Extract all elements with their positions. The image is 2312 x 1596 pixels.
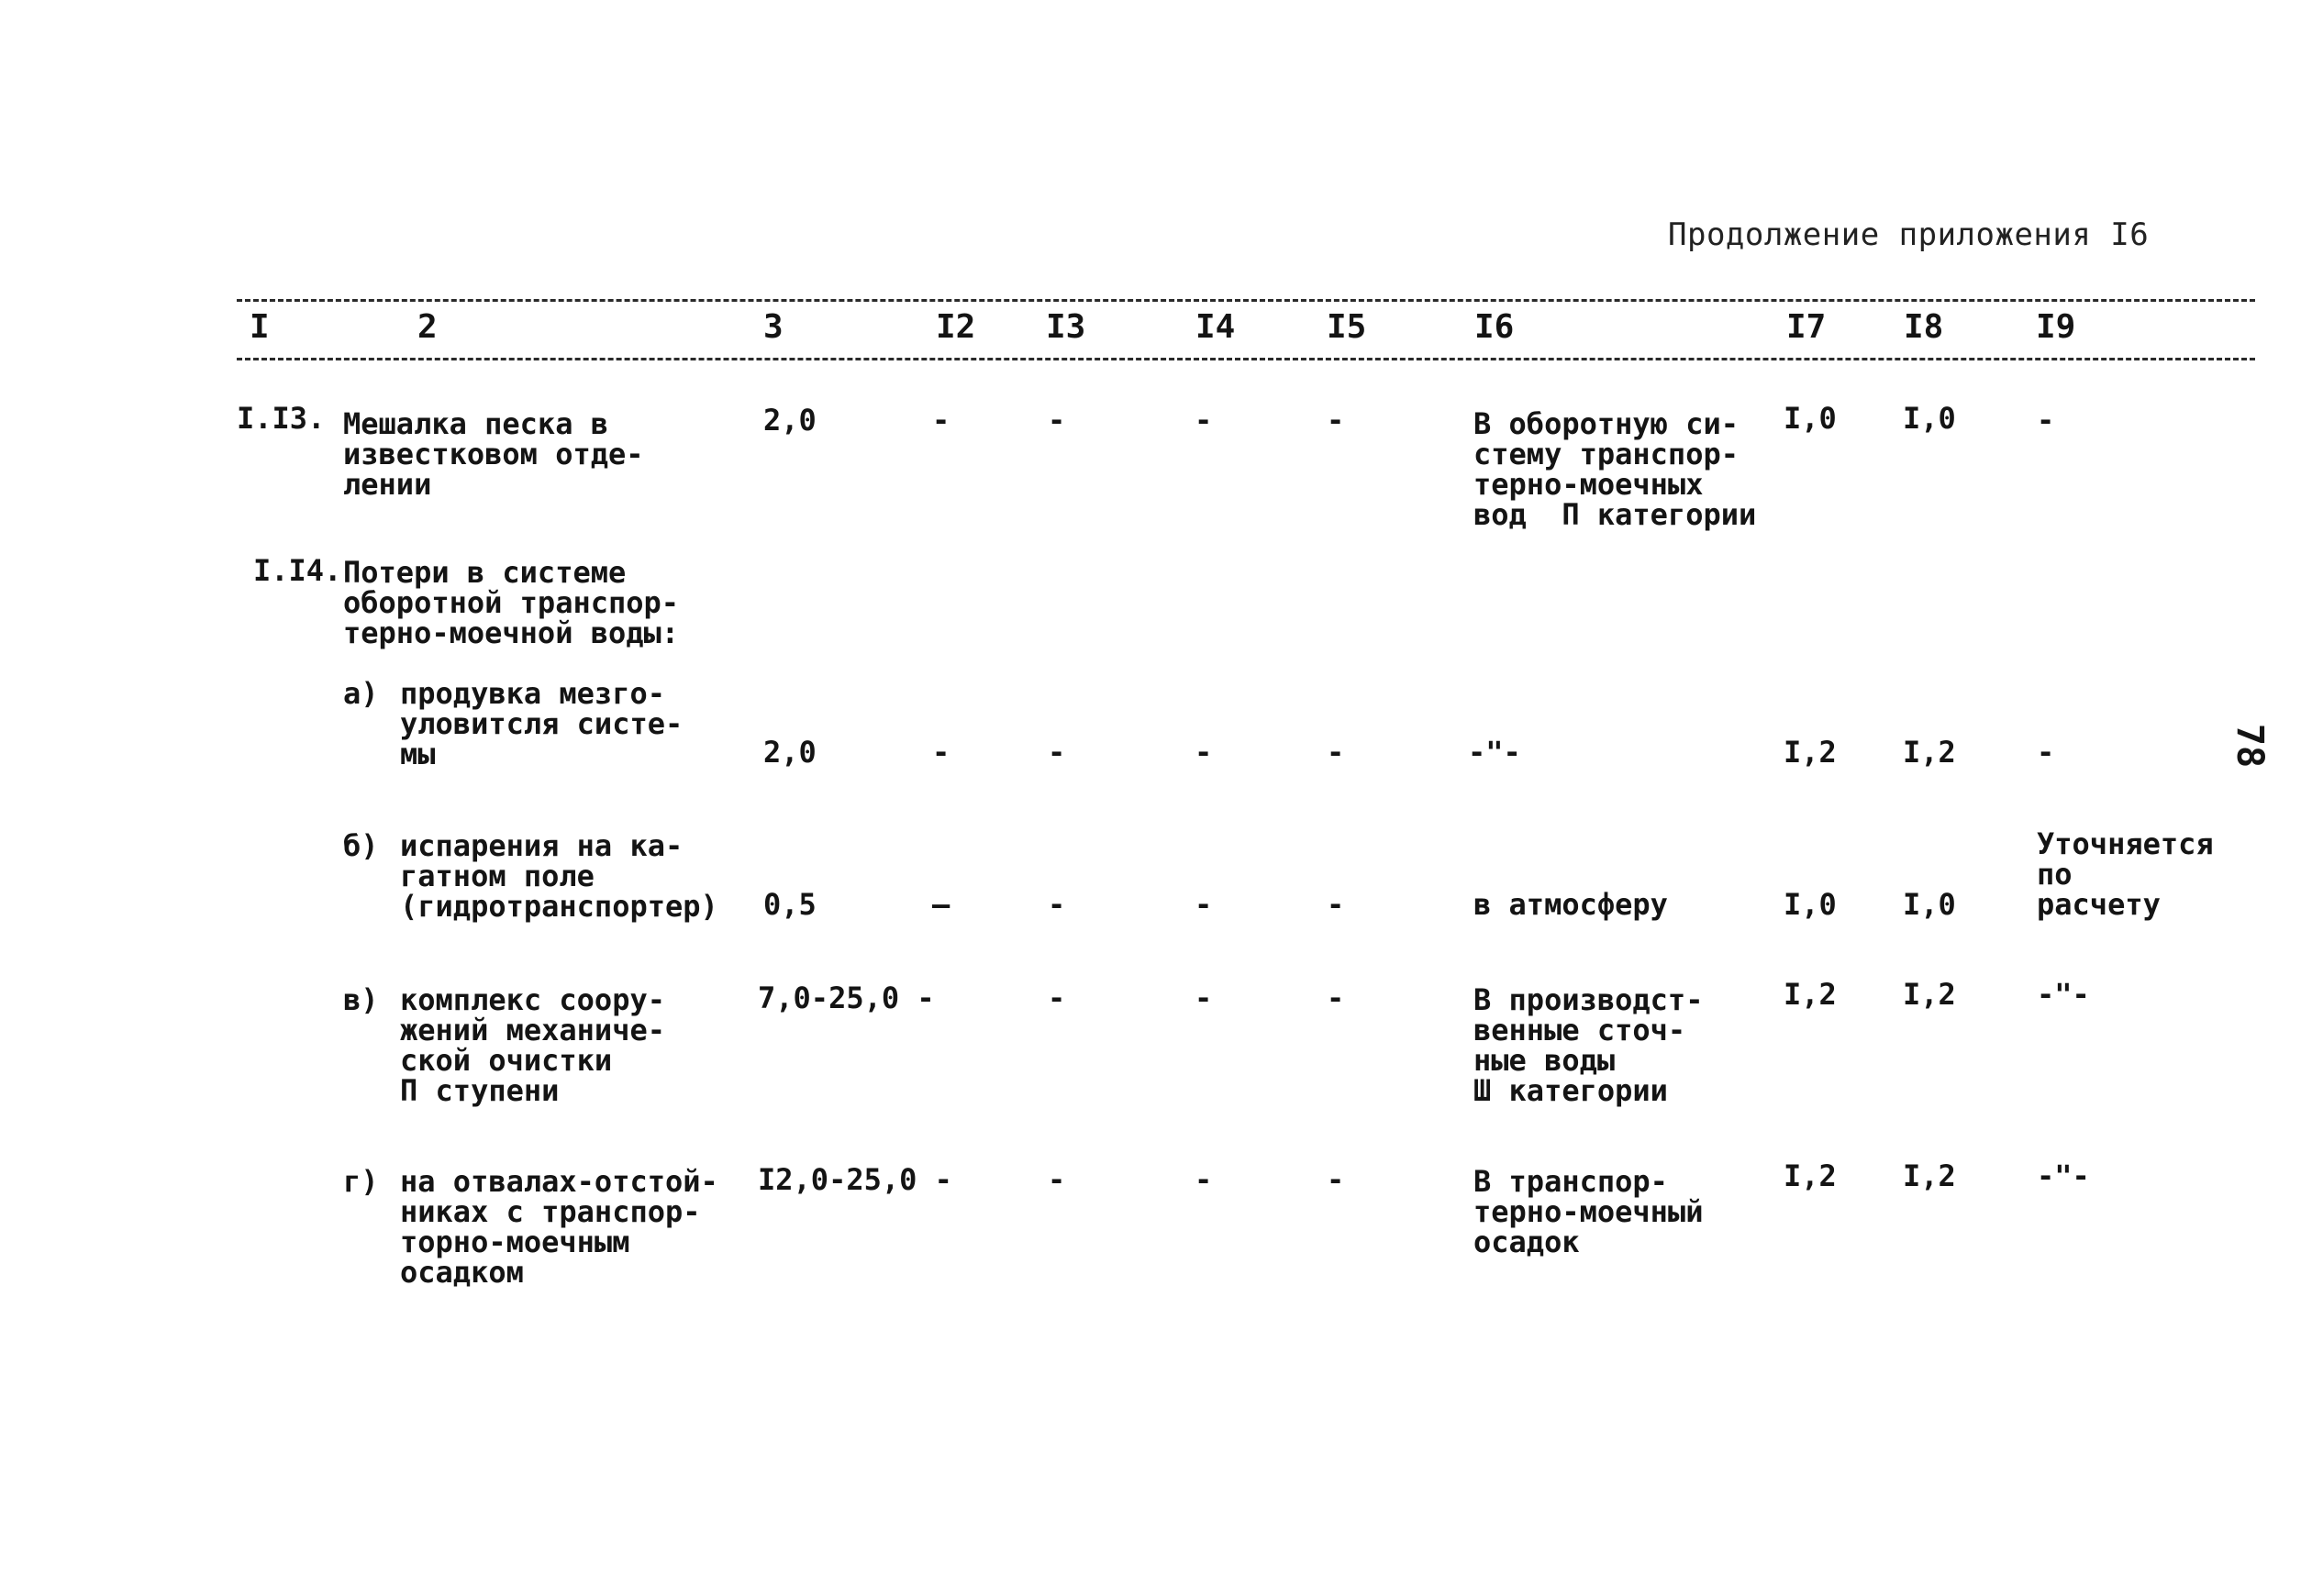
page-number: 78 — [2229, 723, 2272, 769]
row-name: комплекс соору- жений механиче- ской очистки П ступени — [400, 982, 665, 1108]
cell-col19: Уточняется по расчету — [2037, 826, 2214, 922]
cell-col17: I,2 — [1784, 735, 1837, 770]
cell-col13: - — [1048, 1162, 1066, 1197]
cell-col18: I,0 — [1903, 401, 1956, 436]
column-header-14: I4 — [1195, 308, 1236, 346]
cell-col17: I,0 — [1784, 401, 1837, 436]
row-name: на отвалах-отстой- никах с транспор- торно-моечным осадком — [400, 1164, 718, 1290]
cell-col13: - — [1048, 981, 1066, 1015]
column-header-15: I5 — [1327, 308, 1367, 346]
row-letter: в) — [343, 982, 379, 1017]
cell-col18: I,2 — [1903, 735, 1956, 770]
column-header-17: I7 — [1786, 308, 1827, 346]
cell-col16: -"- — [1468, 735, 1521, 770]
cell-col15: - — [1327, 887, 1345, 922]
cell-col19: - — [2037, 403, 2055, 438]
column-header-3: 3 — [763, 308, 784, 346]
cell-col15: - — [1327, 403, 1345, 438]
cell-col3: 2,0 — [763, 735, 817, 770]
column-header-12: I2 — [936, 308, 976, 346]
column-header-16: I6 — [1474, 308, 1515, 346]
row-name: Мешалка песка в известковом отде- лении — [343, 406, 644, 502]
cell-col13: - — [1048, 887, 1066, 922]
cell-col16: В транспор- терно-моечный осадок — [1473, 1164, 1704, 1259]
row-letter: г) — [343, 1164, 379, 1199]
cell-col12: - — [932, 735, 950, 770]
column-header-13: I3 — [1046, 308, 1086, 346]
row-name: испарения на ка- гатном поле (гидротранспортер) — [400, 828, 718, 924]
cell-col13: - — [1048, 735, 1066, 770]
cell-col15: - — [1327, 1162, 1345, 1197]
cell-col17: I,0 — [1784, 887, 1837, 922]
column-header-1: I — [250, 308, 270, 346]
cell-col3: I2,0-25,0 - — [758, 1162, 952, 1197]
cell-col17: I,2 — [1784, 977, 1837, 1012]
cell-col14: - — [1195, 981, 1213, 1015]
cell-col3: 0,5 — [763, 887, 817, 922]
cell-col18: I,2 — [1903, 1158, 1956, 1193]
row-letter: б) — [343, 828, 379, 863]
cell-col14: - — [1195, 887, 1213, 922]
column-header-18: I8 — [1904, 308, 1944, 346]
row-number: I.I4. — [253, 553, 342, 588]
cell-col18: I,0 — [1903, 887, 1956, 922]
continuation-title: Продолжение приложения I6 — [1668, 216, 2150, 253]
cell-col16: В производст- венные сточ- ные воды Ш категории — [1473, 982, 1704, 1108]
cell-col19: - — [2037, 735, 2055, 770]
cell-col14: - — [1195, 735, 1213, 770]
cell-col19: -"- — [2037, 1158, 2090, 1193]
table-header-rule — [237, 358, 2255, 360]
cell-col15: - — [1327, 981, 1345, 1015]
table-top-rule — [237, 299, 2255, 302]
cell-col14: - — [1195, 1162, 1213, 1197]
row-name: продувка мезго- уловитсля систе- мы — [400, 676, 684, 771]
cell-col16: в атмосферу — [1473, 887, 1668, 922]
cell-col17: I,2 — [1784, 1158, 1837, 1193]
cell-col12: - — [932, 403, 950, 438]
row-number: I.I3. — [237, 401, 326, 436]
cell-col14: - — [1195, 403, 1213, 438]
cell-col19: -"- — [2037, 977, 2090, 1012]
cell-col13: - — [1048, 403, 1066, 438]
column-header-19: I9 — [2036, 308, 2076, 346]
column-header-2: 2 — [417, 308, 438, 346]
cell-col3: 7,0-25,0 - — [758, 981, 935, 1015]
cell-col18: I,2 — [1903, 977, 1956, 1012]
cell-col16: В оборотную си- стему транспор- терно-моечных вод П категории — [1473, 406, 1757, 532]
cell-col12: — — [932, 887, 950, 922]
row-letter: а) — [343, 676, 379, 711]
cell-col3: 2,0 — [763, 403, 817, 438]
row-name: Потери в системе оборотной транспор- терно-моечной воды: — [343, 555, 680, 650]
cell-col15: - — [1327, 735, 1345, 770]
